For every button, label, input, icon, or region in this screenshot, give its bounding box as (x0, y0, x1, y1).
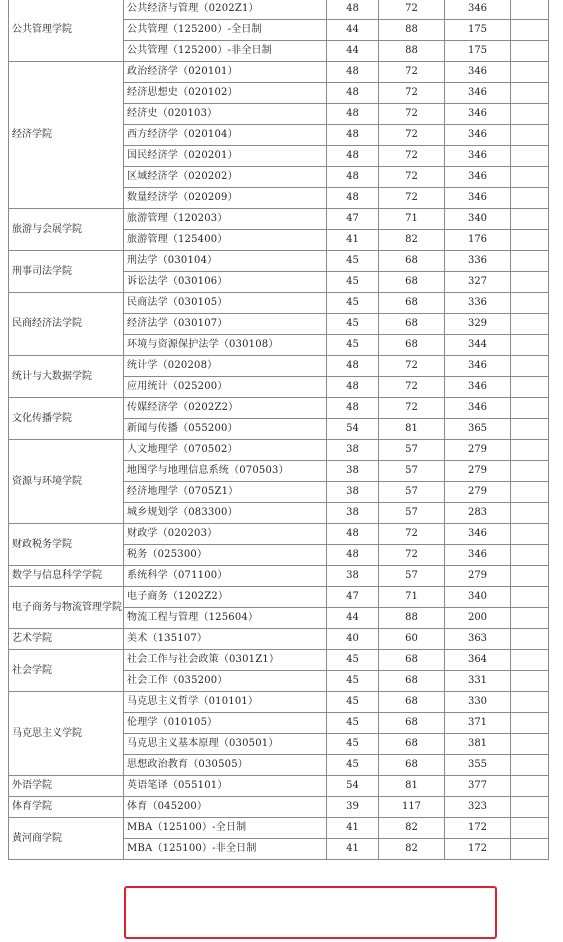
total-score: 346 (445, 167, 511, 188)
major-name: 应用统计（025200） (124, 377, 327, 398)
table-row (9, 776, 549, 797)
single-subject-score: 48 (327, 62, 379, 83)
major-name: 地图学与地理信息系统（070503） (124, 461, 327, 482)
empty-cell (511, 188, 549, 209)
total-score: 346 (445, 356, 511, 377)
single-subject-score: 45 (327, 335, 379, 356)
single-subject-score: 48 (327, 125, 379, 146)
multi-subject-score: 68 (379, 293, 445, 314)
empty-cell (511, 146, 549, 167)
multi-subject-score: 71 (379, 209, 445, 230)
major-name: 传媒经济学（0202Z2） (124, 398, 327, 419)
major-name: 新闻与传播（055200） (124, 419, 327, 440)
score-table-sheet (8, 0, 548, 860)
major-name: 政治经济学（020101） (124, 62, 327, 83)
major-name: 经济法学（030107） (124, 314, 327, 335)
college-name: 黄河商学院 (9, 818, 124, 860)
single-subject-score: 45 (327, 692, 379, 713)
single-subject-score: 47 (327, 587, 379, 608)
major-name: 区域经济学（020202） (124, 167, 327, 188)
multi-subject-score: 72 (379, 377, 445, 398)
total-score: 336 (445, 251, 511, 272)
total-score: 279 (445, 482, 511, 503)
empty-cell (511, 797, 549, 818)
major-name: 物流工程与管理（125604） (124, 608, 327, 629)
major-name: 英语笔译（055101） (124, 776, 327, 797)
single-subject-score: 41 (327, 839, 379, 860)
multi-subject-score: 68 (379, 650, 445, 671)
total-score: 331 (445, 671, 511, 692)
empty-cell (511, 209, 549, 230)
empty-cell (511, 356, 549, 377)
major-name: 环境与资源保护法学（030108） (124, 335, 327, 356)
total-score: 346 (445, 377, 511, 398)
total-score: 344 (445, 335, 511, 356)
single-subject-score: 45 (327, 314, 379, 335)
college-name: 资源与环境学院 (9, 440, 124, 524)
major-name: MBA（125100）-非全日制 (124, 839, 327, 860)
multi-subject-score: 57 (379, 566, 445, 587)
single-subject-score: 48 (327, 146, 379, 167)
multi-subject-score: 68 (379, 335, 445, 356)
empty-cell (511, 251, 549, 272)
single-subject-score: 38 (327, 503, 379, 524)
major-name: 经济地理学（0705Z1） (124, 482, 327, 503)
single-subject-score: 45 (327, 713, 379, 734)
major-name: 系统科学（071100） (124, 566, 327, 587)
empty-cell (511, 104, 549, 125)
total-score: 371 (445, 713, 511, 734)
total-score: 172 (445, 818, 511, 839)
major-name: 伦理学（010105） (124, 713, 327, 734)
major-name: 财政学（020203） (124, 524, 327, 545)
total-score: 340 (445, 209, 511, 230)
empty-cell (511, 335, 549, 356)
empty-cell (511, 629, 549, 650)
table-row (9, 692, 549, 713)
single-subject-score: 38 (327, 482, 379, 503)
single-subject-score: 44 (327, 608, 379, 629)
empty-cell (511, 398, 549, 419)
total-score: 327 (445, 272, 511, 293)
table-row (9, 293, 549, 314)
empty-cell (511, 272, 549, 293)
single-subject-score: 44 (327, 20, 379, 41)
total-score: 346 (445, 125, 511, 146)
major-name: 公共经济与管理（0202Z1） (124, 0, 327, 20)
single-subject-score: 48 (327, 104, 379, 125)
major-name: 社会工作（035200） (124, 671, 327, 692)
total-score: 323 (445, 797, 511, 818)
empty-cell (511, 587, 549, 608)
multi-subject-score: 88 (379, 20, 445, 41)
empty-cell (511, 62, 549, 83)
single-subject-score: 47 (327, 209, 379, 230)
multi-subject-score: 68 (379, 671, 445, 692)
single-subject-score: 41 (327, 818, 379, 839)
multi-subject-score: 72 (379, 188, 445, 209)
single-subject-score: 48 (327, 356, 379, 377)
college-name: 统计与大数据学院 (9, 356, 124, 398)
table-row (9, 398, 549, 419)
major-name: 社会工作与社会政策（0301Z1） (124, 650, 327, 671)
total-score: 200 (445, 608, 511, 629)
single-subject-score: 45 (327, 734, 379, 755)
college-name: 民商经济法学院 (9, 293, 124, 356)
total-score: 346 (445, 62, 511, 83)
single-subject-score: 38 (327, 566, 379, 587)
empty-cell (511, 692, 549, 713)
major-name: 统计学（020208） (124, 356, 327, 377)
major-name: 公共管理（125200）-非全日制 (124, 41, 327, 62)
multi-subject-score: 57 (379, 461, 445, 482)
total-score: 365 (445, 419, 511, 440)
empty-cell (511, 419, 549, 440)
single-subject-score: 38 (327, 440, 379, 461)
multi-subject-score: 72 (379, 83, 445, 104)
score-table (8, 0, 549, 860)
multi-subject-score: 82 (379, 230, 445, 251)
college-name: 旅游与会展学院 (9, 209, 124, 251)
table-row (9, 566, 549, 587)
multi-subject-score: 72 (379, 62, 445, 83)
multi-subject-score: 68 (379, 692, 445, 713)
single-subject-score: 40 (327, 629, 379, 650)
college-name: 公共管理学院 (9, 0, 124, 62)
single-subject-score: 48 (327, 0, 379, 20)
multi-subject-score: 72 (379, 0, 445, 20)
major-name: 电子商务（1202Z2） (124, 587, 327, 608)
total-score: 279 (445, 440, 511, 461)
empty-cell (511, 83, 549, 104)
empty-cell (511, 503, 549, 524)
single-subject-score: 45 (327, 293, 379, 314)
major-name: 刑法学（030104） (124, 251, 327, 272)
total-score: 363 (445, 629, 511, 650)
total-score: 381 (445, 734, 511, 755)
table-row (9, 524, 549, 545)
major-name: 美术（135107） (124, 629, 327, 650)
empty-cell (511, 713, 549, 734)
empty-cell (511, 755, 549, 776)
table-row (9, 818, 549, 839)
college-name: 体育学院 (9, 797, 124, 818)
multi-subject-score: 88 (379, 41, 445, 62)
total-score: 346 (445, 104, 511, 125)
multi-subject-score: 57 (379, 482, 445, 503)
empty-cell (511, 650, 549, 671)
table-row (9, 587, 549, 608)
multi-subject-score: 68 (379, 251, 445, 272)
table-row (9, 797, 549, 818)
major-name: 旅游管理（125400） (124, 230, 327, 251)
empty-cell (511, 545, 549, 566)
total-score: 176 (445, 230, 511, 251)
major-name: 公共管理（125200）-全日制 (124, 20, 327, 41)
empty-cell (511, 776, 549, 797)
total-score: 336 (445, 293, 511, 314)
major-name: 西方经济学（020104） (124, 125, 327, 146)
single-subject-score: 48 (327, 167, 379, 188)
table-row (9, 356, 549, 377)
single-subject-score: 48 (327, 83, 379, 104)
empty-cell (511, 314, 549, 335)
total-score: 340 (445, 587, 511, 608)
major-name: 马克思主义哲学（010101） (124, 692, 327, 713)
college-name: 经济学院 (9, 62, 124, 209)
major-name: 经济思想史（020102） (124, 83, 327, 104)
total-score: 329 (445, 314, 511, 335)
single-subject-score: 39 (327, 797, 379, 818)
multi-subject-score: 68 (379, 713, 445, 734)
major-name: 数量经济学（020209） (124, 188, 327, 209)
multi-subject-score: 81 (379, 419, 445, 440)
major-name: 经济史（020103） (124, 104, 327, 125)
single-subject-score: 45 (327, 251, 379, 272)
empty-cell (511, 608, 549, 629)
empty-cell (511, 20, 549, 41)
multi-subject-score: 57 (379, 440, 445, 461)
empty-cell (511, 482, 549, 503)
total-score: 279 (445, 566, 511, 587)
major-name: MBA（125100）-全日制 (124, 818, 327, 839)
total-score: 346 (445, 524, 511, 545)
total-score: 175 (445, 41, 511, 62)
total-score: 346 (445, 146, 511, 167)
major-name: 诉讼法学（030106） (124, 272, 327, 293)
table-row (9, 629, 549, 650)
total-score: 346 (445, 0, 511, 20)
multi-subject-score: 72 (379, 167, 445, 188)
total-score: 175 (445, 20, 511, 41)
multi-subject-score: 60 (379, 629, 445, 650)
college-name: 刑事司法学院 (9, 251, 124, 293)
total-score: 364 (445, 650, 511, 671)
total-score: 172 (445, 839, 511, 860)
empty-cell (511, 377, 549, 398)
highlight-box (124, 886, 497, 939)
total-score: 346 (445, 188, 511, 209)
total-score: 346 (445, 398, 511, 419)
empty-cell (511, 293, 549, 314)
major-name: 人文地理学（070502） (124, 440, 327, 461)
multi-subject-score: 68 (379, 734, 445, 755)
major-name: 民商法学（030105） (124, 293, 327, 314)
single-subject-score: 41 (327, 230, 379, 251)
empty-cell (511, 0, 549, 20)
college-name: 外语学院 (9, 776, 124, 797)
single-subject-score: 45 (327, 671, 379, 692)
multi-subject-score: 57 (379, 503, 445, 524)
empty-cell (511, 125, 549, 146)
multi-subject-score: 68 (379, 314, 445, 335)
major-name: 思想政治教育（030505） (124, 755, 327, 776)
multi-subject-score: 82 (379, 818, 445, 839)
multi-subject-score: 72 (379, 356, 445, 377)
table-row (9, 0, 549, 20)
multi-subject-score: 72 (379, 545, 445, 566)
multi-subject-score: 72 (379, 125, 445, 146)
college-name: 数学与信息科学学院 (9, 566, 124, 587)
major-name: 税务（025300） (124, 545, 327, 566)
total-score: 330 (445, 692, 511, 713)
single-subject-score: 48 (327, 188, 379, 209)
single-subject-score: 45 (327, 272, 379, 293)
table-row (9, 251, 549, 272)
multi-subject-score: 68 (379, 272, 445, 293)
college-name: 社会学院 (9, 650, 124, 692)
multi-subject-score: 68 (379, 755, 445, 776)
table-row (9, 62, 549, 83)
total-score: 346 (445, 83, 511, 104)
single-subject-score: 44 (327, 41, 379, 62)
total-score: 355 (445, 755, 511, 776)
total-score: 377 (445, 776, 511, 797)
empty-cell (511, 839, 549, 860)
empty-cell (511, 461, 549, 482)
college-name: 文化传播学院 (9, 398, 124, 440)
empty-cell (511, 41, 549, 62)
single-subject-score: 48 (327, 545, 379, 566)
single-subject-score: 48 (327, 524, 379, 545)
empty-cell (511, 671, 549, 692)
empty-cell (511, 230, 549, 251)
major-name: 国民经济学（020201） (124, 146, 327, 167)
college-name: 艺术学院 (9, 629, 124, 650)
score-table-body (9, 0, 549, 860)
total-score: 283 (445, 503, 511, 524)
single-subject-score: 45 (327, 650, 379, 671)
multi-subject-score: 71 (379, 587, 445, 608)
empty-cell (511, 167, 549, 188)
multi-subject-score: 117 (379, 797, 445, 818)
multi-subject-score: 88 (379, 608, 445, 629)
single-subject-score: 54 (327, 419, 379, 440)
total-score: 346 (445, 545, 511, 566)
empty-cell (511, 440, 549, 461)
single-subject-score: 48 (327, 398, 379, 419)
single-subject-score: 54 (327, 776, 379, 797)
multi-subject-score: 72 (379, 104, 445, 125)
college-name: 马克思主义学院 (9, 692, 124, 776)
multi-subject-score: 82 (379, 839, 445, 860)
major-name: 体育（045200） (124, 797, 327, 818)
single-subject-score: 38 (327, 461, 379, 482)
single-subject-score: 48 (327, 377, 379, 398)
multi-subject-score: 72 (379, 524, 445, 545)
empty-cell (511, 524, 549, 545)
table-row (9, 209, 549, 230)
empty-cell (511, 818, 549, 839)
multi-subject-score: 72 (379, 146, 445, 167)
empty-cell (511, 734, 549, 755)
multi-subject-score: 72 (379, 398, 445, 419)
total-score: 279 (445, 461, 511, 482)
empty-cell (511, 566, 549, 587)
table-row (9, 440, 549, 461)
single-subject-score: 45 (327, 755, 379, 776)
multi-subject-score: 81 (379, 776, 445, 797)
major-name: 城乡规划学（083300） (124, 503, 327, 524)
major-name: 旅游管理（120203） (124, 209, 327, 230)
college-name: 电子商务与物流管理学院 (9, 587, 124, 629)
college-name: 财政税务学院 (9, 524, 124, 566)
table-row (9, 650, 549, 671)
major-name: 马克思主义基本原理（030501） (124, 734, 327, 755)
